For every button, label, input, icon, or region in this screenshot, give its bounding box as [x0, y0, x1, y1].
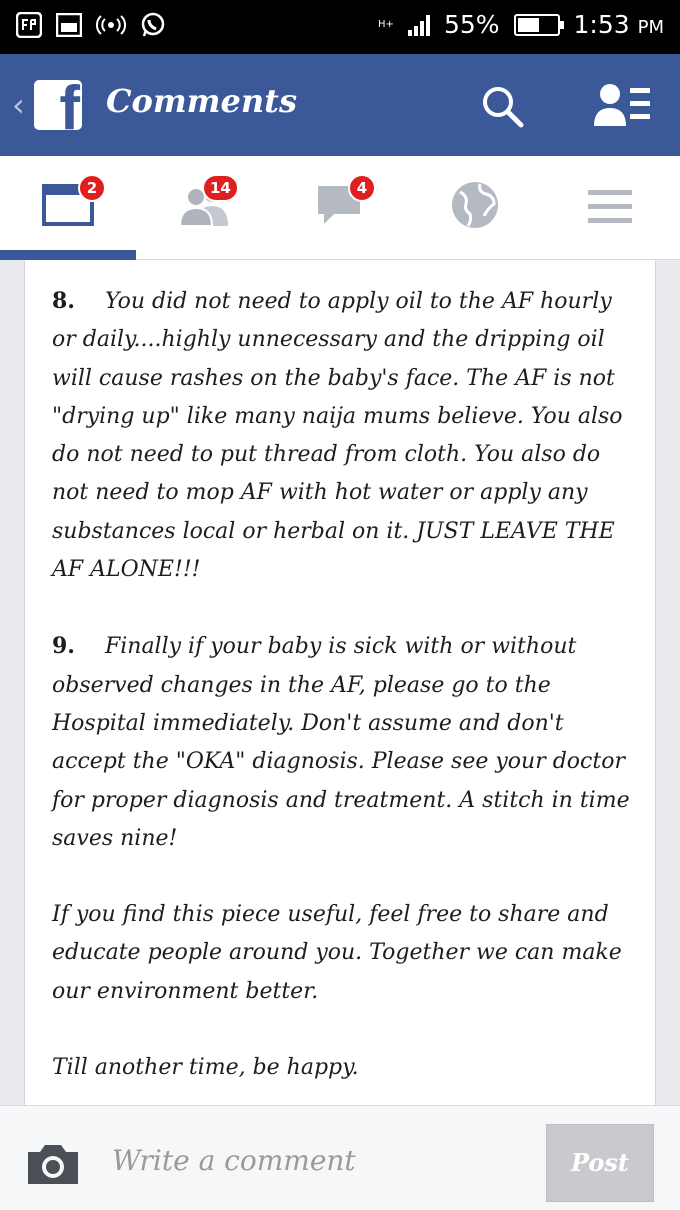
tab-notifications[interactable] — [408, 156, 544, 260]
signal-icon — [408, 14, 430, 36]
notification-badge: 2 — [78, 174, 106, 202]
notification-badge: 4 — [348, 174, 376, 202]
camera-icon[interactable] — [26, 1142, 80, 1186]
comment-composer — [0, 1105, 680, 1210]
paragraph-text: If you find this piece useful, feel free to share and educate people around you. Together we can make our environment better. — [52, 902, 622, 1004]
tab-more[interactable] — [544, 156, 680, 260]
status-bar — [0, 0, 680, 54]
active-tab-indicator — [0, 250, 136, 260]
menu-icon — [586, 186, 634, 226]
item-number: 9. — [52, 633, 75, 660]
battery-percent: 55% — [443, 10, 500, 39]
notification-badge: 14 — [202, 174, 239, 202]
post-paragraph — [52, 627, 635, 858]
post-paragraph — [52, 896, 635, 1011]
post-button[interactable]: Post — [546, 1124, 654, 1202]
globe-icon — [450, 180, 500, 230]
network-type: H+ — [378, 19, 394, 30]
post-paragraph — [52, 282, 635, 589]
item-number: 8. — [52, 288, 75, 314]
tab-bar — [0, 156, 680, 260]
facebook-logo-icon[interactable]: f — [34, 80, 82, 130]
whatsapp-icon — [140, 12, 166, 38]
paragraph-text: Finally if your baby is sick with or without observed changes in the AF, please go to the Hospital immediately. Don't assume and don't accept the "OKA" diagnosis. Please see your doctor for proper diagnosis and treatment. A stitch in time saves nine! — [52, 634, 630, 851]
comment-input[interactable] — [112, 1138, 532, 1182]
back-chevron-icon[interactable]: ‹ — [12, 86, 25, 124]
hotspot-icon — [96, 13, 126, 37]
search-icon[interactable] — [480, 84, 524, 128]
image-notification-icon — [56, 13, 82, 37]
app-notification-icon — [16, 12, 42, 38]
status-icons-left — [16, 12, 166, 38]
tab-messages[interactable] — [272, 156, 408, 260]
friends-list-icon[interactable] — [594, 82, 652, 128]
tab-news-feed[interactable] — [0, 156, 136, 260]
paragraph-text: You did not need to apply oil to the AF hourly or daily....highly unnecessary and the dripping oil will cause rashes on the baby's face. The AF is not "drying up" like many naija mums believe. You also do not need to put thread from cloth. You also do not need to mop AF with hot water or apply any substances local or herbal on it. JUST LEAVE THE AF ALONE!!! — [52, 289, 623, 583]
status-icons-right — [378, 10, 664, 39]
app-header — [0, 54, 680, 156]
page-title: Comments — [106, 82, 297, 120]
clock: 1:53 PM — [573, 10, 664, 39]
battery-icon — [514, 14, 560, 36]
post-paragraph — [52, 1049, 635, 1087]
tab-friend-requests[interactable] — [136, 156, 272, 260]
post-content — [24, 260, 656, 1105]
paragraph-text: Till another time, be happy. — [52, 1055, 359, 1081]
post-body — [25, 260, 655, 1087]
